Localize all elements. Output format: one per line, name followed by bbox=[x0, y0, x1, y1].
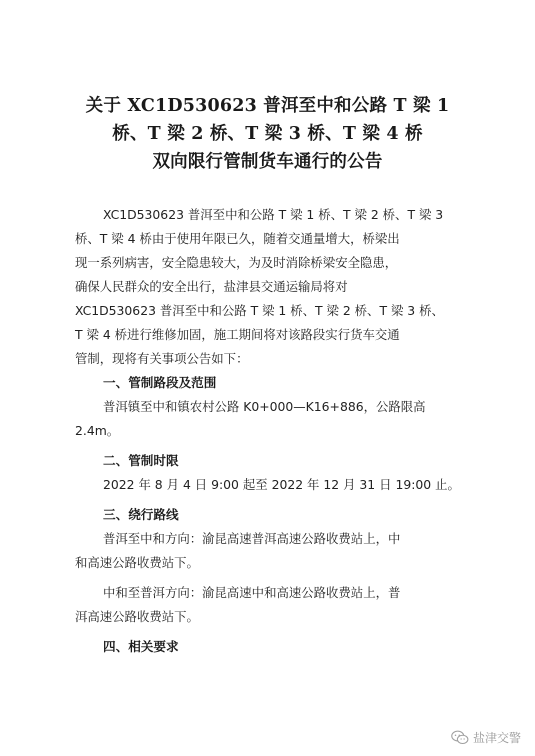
paragraph-line: 洱高速公路收费站下。 bbox=[75, 609, 199, 624]
section-requirements bbox=[75, 635, 460, 659]
paragraph-line: 普洱镇至中和镇农村公路 K0+000—K16+886，公路限高 bbox=[103, 399, 426, 414]
section-detour-route bbox=[75, 503, 460, 629]
document-body bbox=[75, 203, 460, 659]
title-line: 桥、T 梁 2 桥、T 梁 3 桥、T 梁 4 桥 bbox=[112, 124, 423, 144]
paragraph-line: 和高速公路收费站下。 bbox=[75, 555, 199, 570]
section-heading: 三、绕行路线 bbox=[103, 507, 179, 522]
intro-paragraph bbox=[75, 203, 460, 371]
paragraph-line: 2022 年 8 月 4 日 9:00 起至 2022 年 12 月 31 日 19:00 止。 bbox=[103, 477, 460, 492]
paragraph-line: 中和至普洱方向：渝昆高速中和高速公路收费站上，普 bbox=[103, 585, 401, 600]
wechat-icon bbox=[451, 730, 469, 745]
paragraph-line: XC1D530623 普洱至中和公路 T 梁 1 桥、T 梁 2 桥、T 梁 3 bbox=[103, 207, 444, 222]
section-heading: 四、相关要求 bbox=[103, 639, 179, 654]
document-title bbox=[60, 92, 475, 176]
paragraph-line: 桥、T 梁 4 桥由于使用年限已久，随着交通量增大，桥梁出 bbox=[75, 231, 400, 246]
paragraph-line: T 梁 4 桥进行维修加固，施工期间将对该路段实行货车交通 bbox=[75, 327, 400, 342]
wechat-watermark bbox=[451, 729, 521, 746]
section-heading: 二、管制时限 bbox=[103, 453, 179, 468]
title-line: 双向限行管制货车通行的公告 bbox=[152, 152, 383, 172]
paragraph-line: 管制，现将有关事项公告如下： bbox=[75, 351, 249, 366]
watermark-text: 盐津交警 bbox=[472, 731, 521, 745]
paragraph-line: 2.4m。 bbox=[75, 423, 120, 438]
title-line: 关于 XC1D530623 普洱至中和公路 T 梁 1 bbox=[85, 96, 450, 116]
paragraph-line: XC1D530623 普洱至中和公路 T 梁 1 桥、T 梁 2 桥、T 梁 3 桥、 bbox=[75, 303, 444, 318]
section-control-scope bbox=[75, 371, 460, 443]
paragraph-line: 现一系列病害，安全隐患较大，为及时消除桥梁安全隐患， bbox=[75, 255, 398, 270]
section-heading: 一、管制路段及范围 bbox=[103, 375, 217, 390]
section-control-period bbox=[75, 449, 460, 497]
paragraph-line: 普洱至中和方向：渝昆高速普洱高速公路收费站上，中 bbox=[103, 531, 401, 546]
paragraph-line: 确保人民群众的安全出行，盐津县交通运输局将对 bbox=[75, 279, 348, 294]
